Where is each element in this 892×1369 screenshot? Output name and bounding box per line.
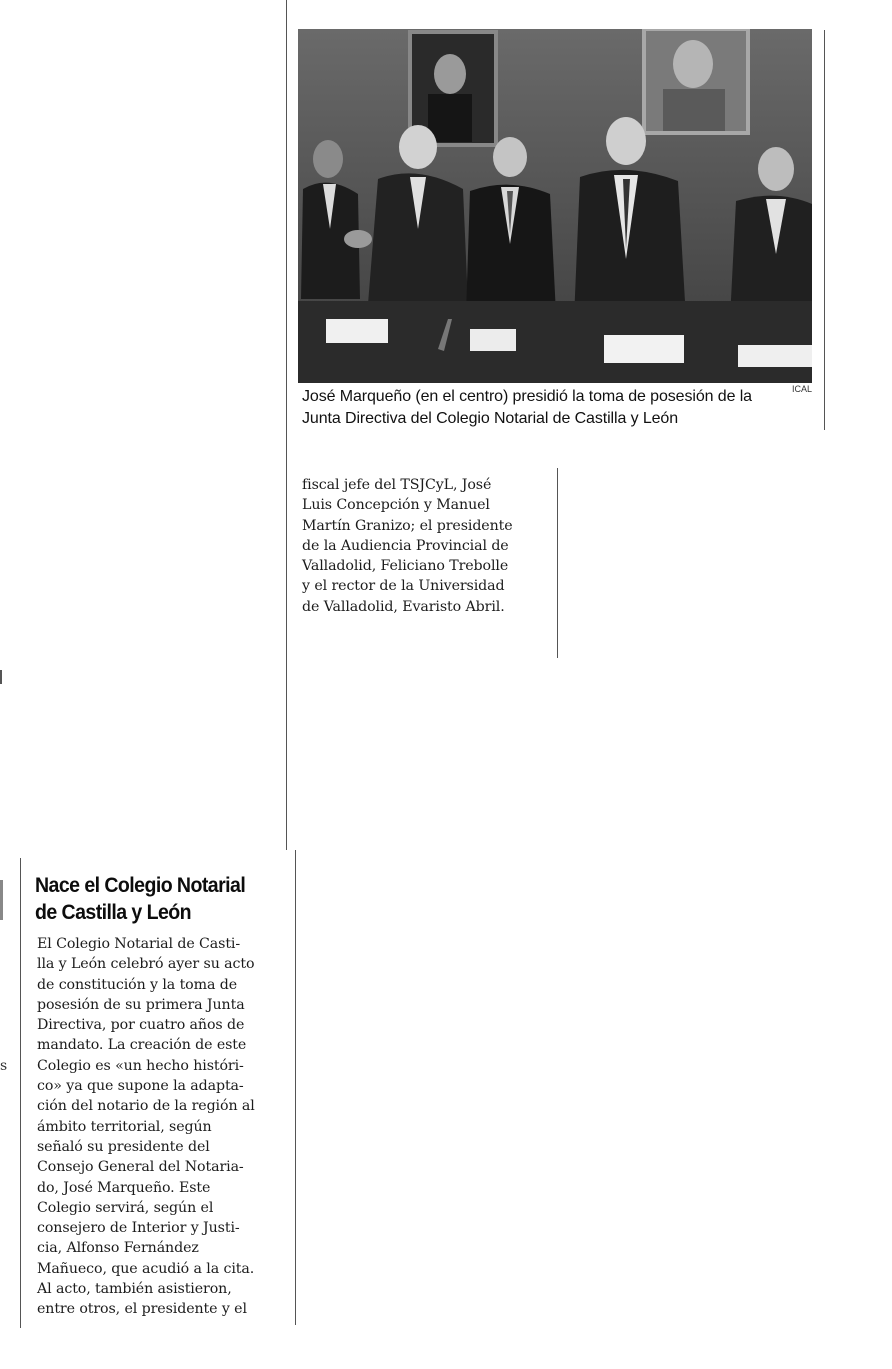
column-rule-vertical-main [286, 0, 287, 850]
headline-line: de Castilla y León [35, 901, 192, 924]
text-line: fiscal jefe del TSJCyL, José [302, 477, 492, 493]
caption-line: Junta Directiva del Colegio Notarial de Castilla y León [302, 410, 679, 427]
text-line: Martín Granizo; el presidente [302, 517, 513, 534]
text-line: El Colegio Notarial de Casti- [37, 936, 241, 952]
caption-line: José Marqueño (en el centro) presidió la toma de posesión de la [302, 388, 752, 405]
text-line: de Valladolid, Evaristo Abril. [302, 598, 505, 615]
text-line: Mañueco, que acudió a la cita. [37, 1260, 255, 1277]
text-line: ámbito territorial, según [37, 1118, 212, 1135]
column-rule-text-right [557, 468, 558, 658]
text-line: y el rector de la Universidad [302, 578, 505, 595]
column-rule-vertical-left [20, 858, 21, 1328]
article-headline [35, 872, 268, 926]
text-line: señaló su presidente del [37, 1138, 210, 1155]
text-line: mandato. La creación de este [37, 1037, 247, 1054]
text-line: Consejo General del Notaria- [37, 1159, 244, 1176]
text-line: ción del notario de la región al [37, 1098, 255, 1115]
page-edge-mark [0, 670, 2, 684]
photo-credit: ICAL [792, 384, 813, 394]
article-continuation [302, 475, 552, 617]
article-body [37, 934, 287, 1320]
text-line: Valladolid, Feliciano Trebolle [302, 558, 509, 575]
text-line: co» ya que supone la adapta- [37, 1078, 244, 1095]
text-line: do, José Marqueño. Este [37, 1179, 211, 1196]
wall-portrait-right [644, 29, 748, 133]
margin-letter: s [0, 1058, 8, 1074]
name-card-2 [470, 329, 516, 351]
column-rule-article-right [295, 850, 296, 1325]
news-photo [298, 29, 812, 383]
name-card-3 [604, 335, 684, 363]
text-line: de la Audiencia Provincial de [302, 537, 509, 554]
text-line: entre otros, el presidente y el [37, 1301, 247, 1318]
text-line: cia, Alfonso Fernández [37, 1240, 199, 1257]
text-line: posesión de su primera Junta [37, 996, 245, 1013]
headline-line: Nace el Colegio Notarial [35, 874, 246, 897]
page-edge-mark-2 [0, 880, 3, 920]
text-line: Al acto, también asistieron, [37, 1281, 232, 1298]
text-line: Luis Concepción y Manuel [302, 497, 490, 514]
name-card-4 [738, 345, 812, 367]
text-line: de constitución y la toma de [37, 976, 238, 993]
text-line: Directiva, por cuatro años de [37, 1017, 245, 1034]
text-line: Colegio es «un hecho históri- [37, 1057, 244, 1074]
photo-caption [302, 386, 792, 430]
text-line: lla y León celebró ayer su acto [37, 956, 255, 973]
text-line: Colegio servirá, según el [37, 1199, 214, 1216]
name-card-1 [326, 319, 388, 343]
column-rule-photo-right [824, 30, 825, 430]
text-line: consejero de Interior y Justi- [37, 1220, 240, 1237]
